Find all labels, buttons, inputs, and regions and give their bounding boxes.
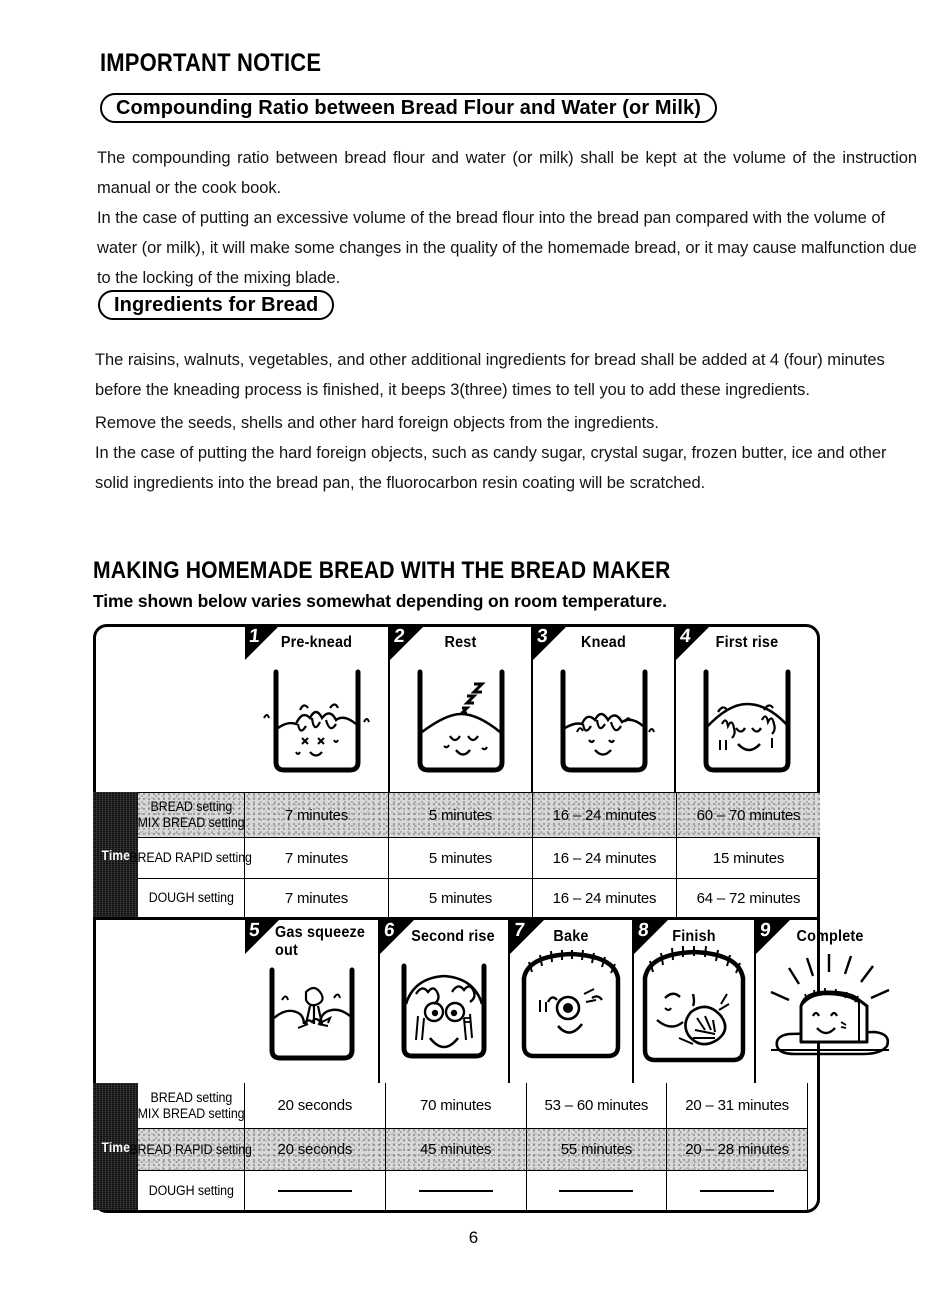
step-panel-2: [388, 626, 531, 792]
step-panel-5: [245, 920, 378, 1083]
step-label-7: Bake: [553, 928, 589, 945]
time-label: Time: [101, 1138, 130, 1155]
time-cell-empty: [527, 1171, 668, 1210]
row-label-rapid: [129, 1129, 253, 1170]
time-cell-empty: [386, 1171, 527, 1210]
step-number: 1: [247, 626, 261, 647]
row-label-line: BREAD setting: [150, 1089, 232, 1105]
time-cell: 55 minutes: [527, 1129, 668, 1170]
time-cell: 20 – 28 minutes: [667, 1129, 808, 1170]
making-bread-subtitle: Time shown below varies somewhat depending on room temperature.: [93, 591, 667, 611]
steps-bottom-illustration-row: [93, 920, 864, 1083]
dough-pan-rough-icon: [245, 666, 388, 792]
step-number: 6: [382, 920, 396, 941]
step-number-badge-9: [756, 920, 790, 954]
step-label-4: First rise: [715, 634, 779, 651]
time-row-dough-bottom: [138, 1170, 808, 1210]
time-cell: 70 minutes: [386, 1083, 527, 1128]
dough-pan-kneaded-icon: [533, 666, 674, 792]
step-header-2: [390, 626, 531, 668]
time-cell: 20 seconds: [245, 1083, 386, 1128]
paragraph: Remove the seeds, shells and other hard foreign objects from the ingredients.: [95, 414, 659, 432]
row-label-line: DOUGH setting: [148, 1182, 234, 1198]
paragraph: In the case of putting an excessive volume of the bread flour into the bread pan compared with the volume of water (or milk), it will make some changes in the quality of the homemade bread, or it may cause malfunction due to the locking of the mixing blade.: [97, 209, 917, 287]
step-number: 5: [247, 920, 261, 941]
row-label-bread: [138, 1083, 245, 1128]
ingredients-for-bread-pill: Ingredients for Bread: [98, 290, 334, 320]
step-header-6: [380, 920, 508, 962]
step-label-1: Pre-knead: [280, 634, 353, 651]
step-header-4: [676, 626, 818, 668]
step-panel-9: [754, 920, 864, 1083]
step-number: 4: [678, 626, 692, 647]
step-label-5: Gas squeeze out: [275, 924, 366, 959]
time-cell: 16 – 24 minutes: [533, 879, 677, 917]
time-cell-empty: [245, 1171, 386, 1210]
row-label-line: DOUGH setting: [148, 890, 234, 905]
time-cell: 7 minutes: [245, 838, 389, 878]
dough-pan-finish-icon: [634, 946, 754, 1083]
step-panel-4: [674, 626, 818, 792]
step-panel-7: [508, 920, 632, 1083]
step-header-3: [533, 626, 674, 668]
bread-loaf-plate-icon: [750, 954, 910, 1083]
dough-pan-gas-icon: [245, 966, 378, 1083]
step-label-3: Knead: [581, 634, 626, 651]
paragraph: In the case of putting the hard foreign objects, such as candy sugar, crystal sugar, frozen butter, ice and other solid ingredients into the bread pan, the fluorocarbon resin coating will be scratched.: [95, 444, 887, 492]
row-label-line: MIX BREAD setting: [137, 815, 245, 830]
dough-pan-sleeping-icon: [390, 666, 531, 792]
time-cell: 15 minutes: [712, 849, 785, 867]
row-label-line: MIX BREAD setting: [137, 1105, 245, 1121]
ingredients-paragraphs: [95, 345, 915, 405]
row-label-dough: [138, 1171, 245, 1210]
step-number: 3: [535, 626, 549, 647]
process-table: [93, 624, 864, 1213]
time-cell: 7 minutes: [245, 879, 389, 917]
time-cell: 16 – 24 minutes: [533, 838, 677, 878]
time-cell: 60 – 70 minutes: [696, 806, 801, 824]
paragraph: The raisins, walnuts, vegetables, and other additional ingredients for bread shall be added at 4 (four) minutes before the kneading process is finished, it beeps 3(three) times to tell you to add these ingredients.: [95, 351, 885, 399]
time-row-bread-bottom: [138, 1083, 808, 1128]
step-number: 9: [758, 920, 772, 941]
time-cell: 53 – 60 minutes: [527, 1083, 668, 1128]
step-number: 2: [392, 626, 406, 647]
time-cell: 5 minutes: [389, 879, 533, 917]
step-header-1: [245, 626, 388, 668]
time-label: Time: [101, 846, 130, 863]
step-label-9: Complete: [796, 928, 864, 945]
dough-pan-second-rise-icon: [380, 960, 508, 1083]
time-cell-empty: [667, 1171, 808, 1210]
step-label-2: Rest: [444, 634, 477, 651]
time-row-rapid-top: [129, 837, 820, 878]
step-panel-3: [531, 626, 674, 792]
paragraph: The compounding ratio between bread flour and water (or milk) shall be kept at the volume of the instruction manual or the cook book.: [97, 149, 917, 197]
step-label-6: Second rise: [411, 928, 495, 945]
time-cell: 64 – 72 minutes: [696, 889, 801, 907]
time-row-dough-top: [138, 878, 820, 917]
time-row-bread-top: [138, 792, 820, 837]
row-label-line: BREAD RAPID setting: [129, 850, 253, 865]
dough-pan-baking-icon: [510, 950, 632, 1083]
row-label-line: BREAD RAPID setting: [129, 1141, 253, 1157]
dough-pan-rising-icon: [676, 666, 818, 792]
time-cell: 5 minutes: [389, 793, 533, 837]
important-notice-heading: IMPORTANT NOTICE: [100, 49, 322, 77]
making-bread-heading: MAKING HOMEMADE BREAD WITH THE BREAD MAKER: [93, 557, 671, 584]
row-label-rapid: [129, 838, 253, 878]
page-number: 6: [468, 1228, 479, 1247]
time-cell: 20 – 31 minutes: [667, 1083, 808, 1128]
row-label-bread: [138, 793, 245, 837]
time-block-bottom: [93, 1083, 820, 1210]
row-label-line: BREAD setting: [150, 799, 232, 814]
row-label-dough: [138, 879, 245, 917]
time-cell: 5 minutes: [389, 838, 533, 878]
time-cell: 45 minutes: [386, 1129, 527, 1170]
step-label-8: Finish: [672, 928, 716, 945]
time-cell: 16 – 24 minutes: [533, 793, 677, 837]
time-block-top: [93, 792, 820, 917]
ratio-paragraphs: [97, 143, 917, 293]
step-header-5: [245, 920, 378, 962]
time-cell: 7 minutes: [245, 793, 389, 837]
step-panel-6: [378, 920, 508, 1083]
step-panel-1: [245, 626, 388, 792]
step-number: 7: [512, 920, 526, 941]
compounding-ratio-pill: Compounding Ratio between Bread Flour and Water (or Milk): [100, 93, 717, 123]
steps-top-illustration-row: [93, 624, 820, 792]
time-row-rapid-bottom: [129, 1128, 808, 1170]
step-number: 8: [636, 920, 650, 941]
foreign-objects-paragraphs: [95, 408, 915, 498]
time-cell: 20 seconds: [245, 1129, 386, 1170]
step-panel-8: [632, 920, 754, 1083]
